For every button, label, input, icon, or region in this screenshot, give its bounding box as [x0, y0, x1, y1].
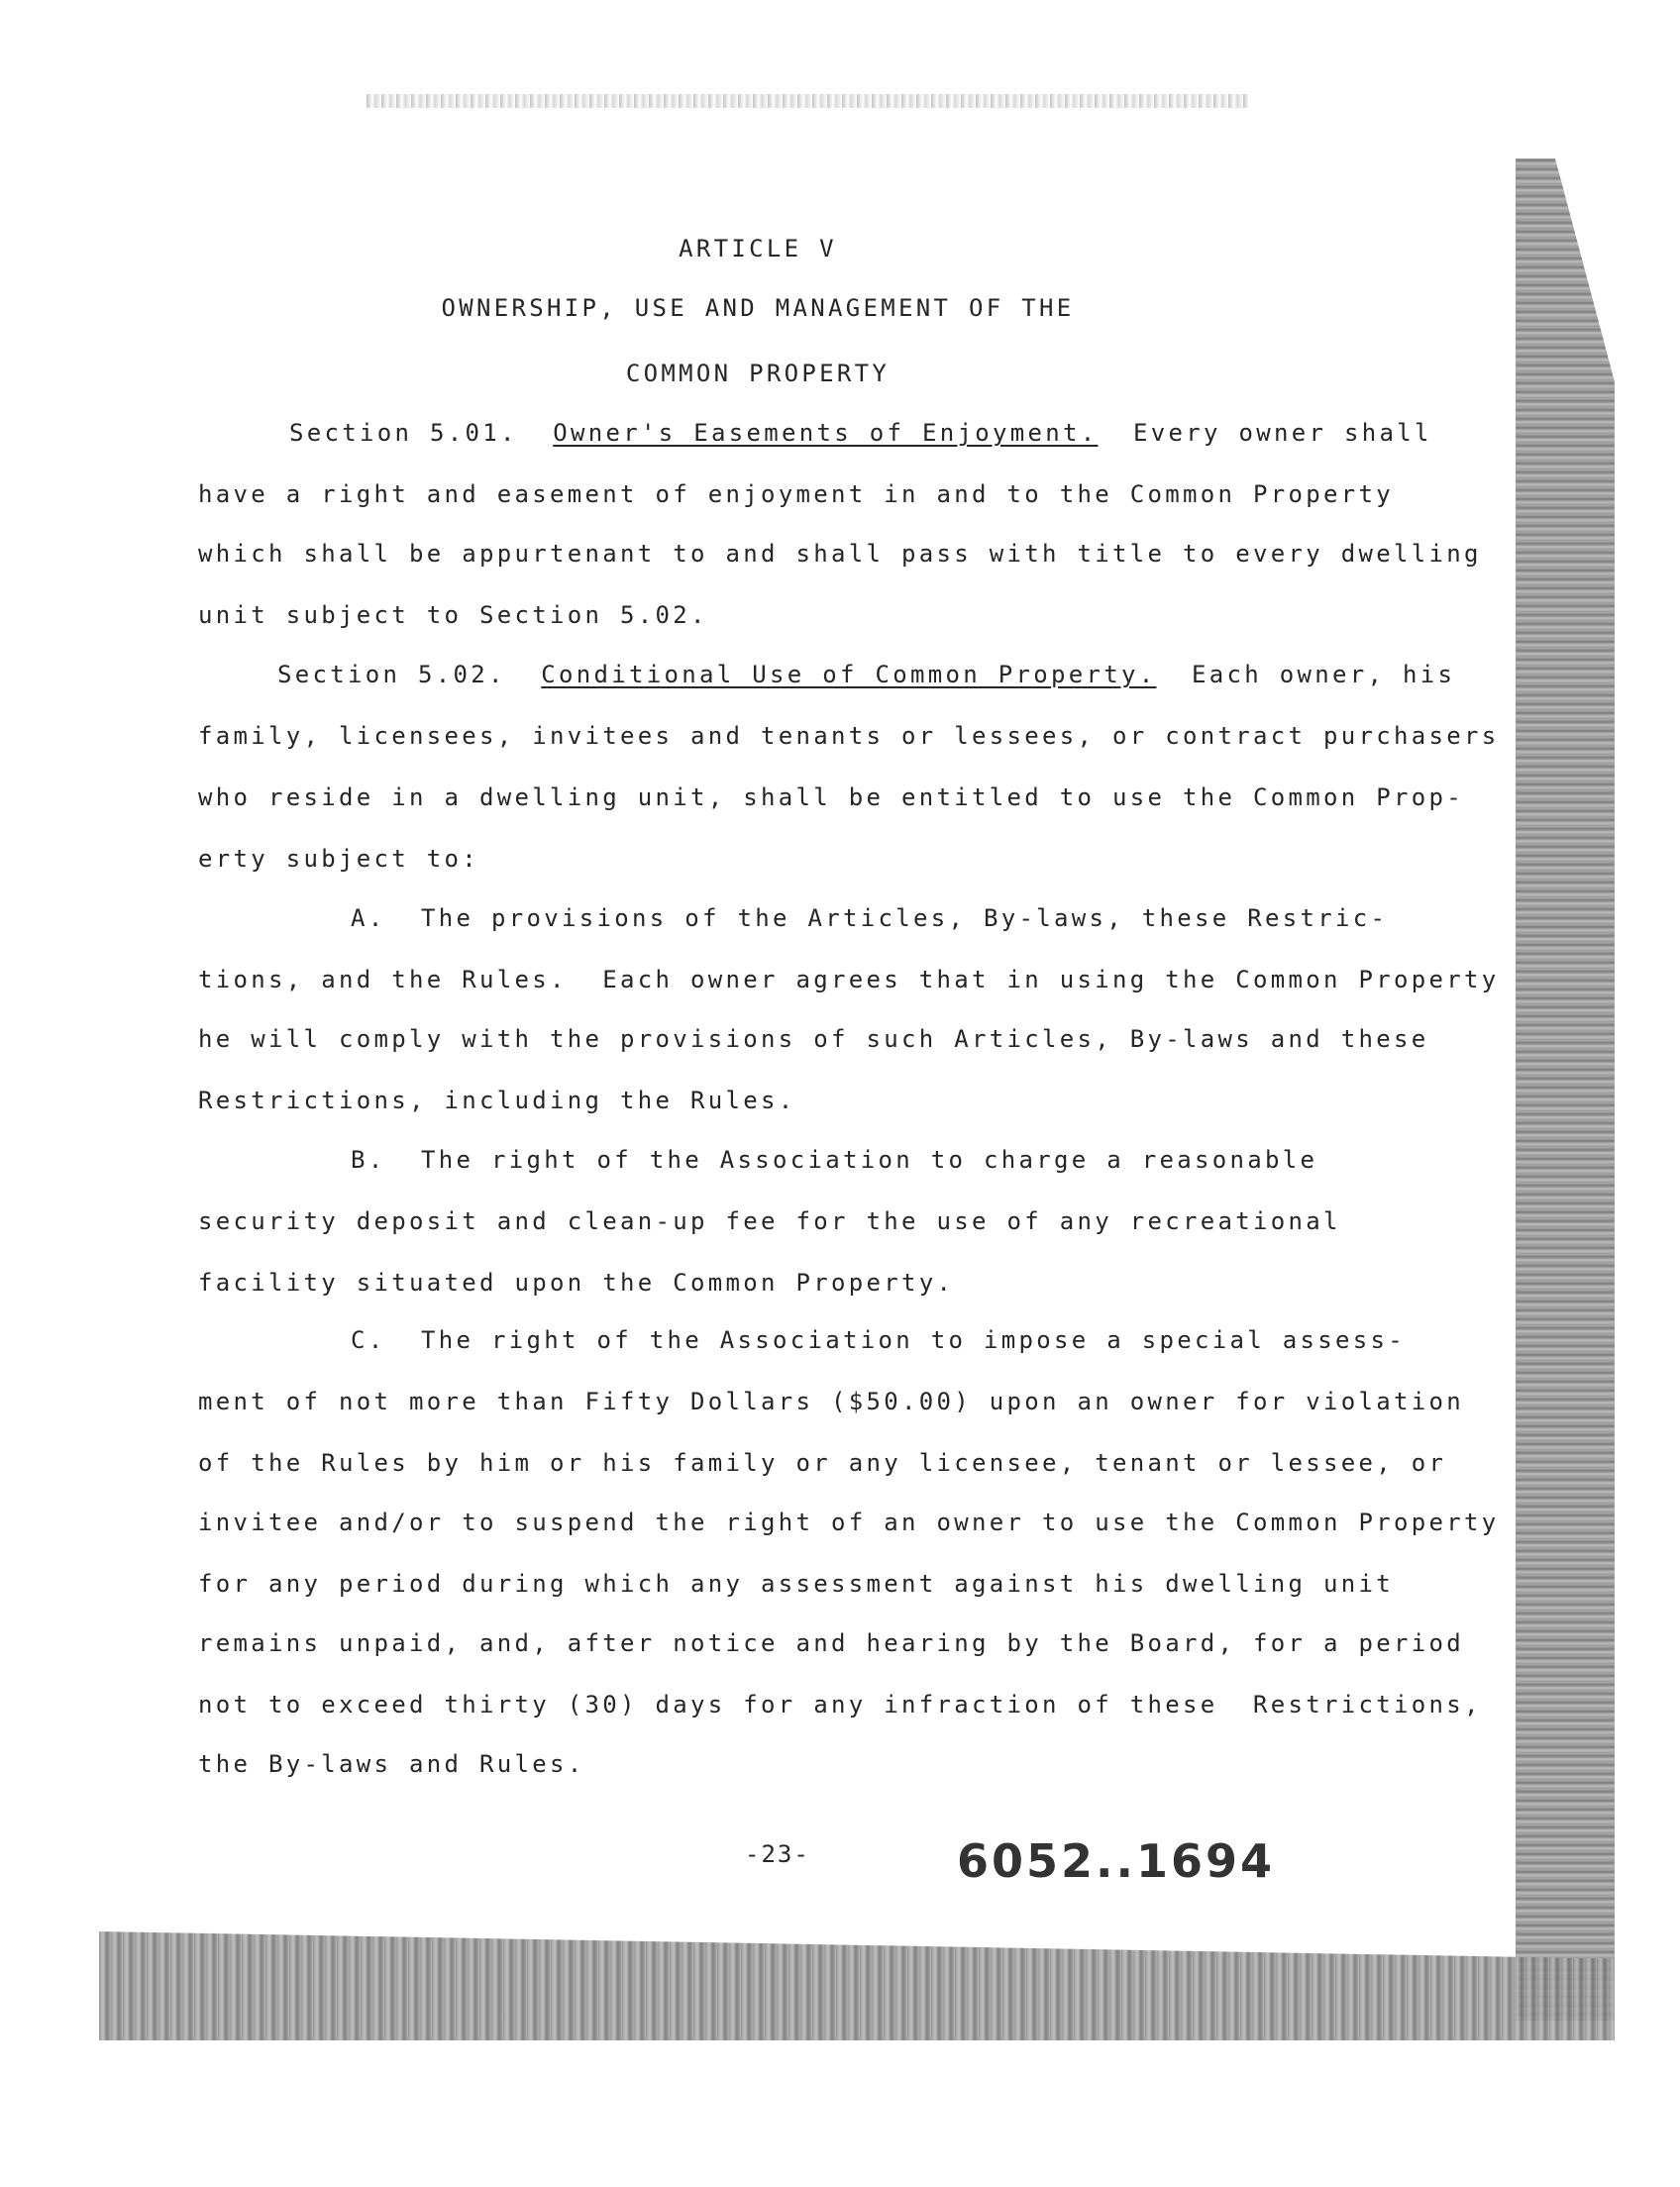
section-5-01-heading: Owner's Easements of Enjoyment.	[553, 419, 1099, 447]
item-c-line: not to exceed thirty (30) days for any infraction of these Restrictions,	[198, 1691, 1482, 1718]
item-a-line: Restrictions, including the Rules.	[198, 1087, 796, 1114]
article-title-line-1: OWNERSHIP, USE AND MANAGEMENT OF THE	[441, 294, 1075, 322]
item-c-line: the By-laws and Rules.	[198, 1750, 585, 1778]
item-c-line: of the Rules by him or his family or any licensee, tenant or lessee, or	[198, 1449, 1447, 1477]
item-b-line: facility situated upon the Common Property.	[198, 1269, 955, 1297]
item-c-line: invitee and/or to suspend the right of an owner to use the Common Property	[198, 1509, 1500, 1536]
page-number: -23-	[745, 1840, 810, 1868]
item-a-line: A. The provisions of the Articles, By-laws, these Restric-	[351, 904, 1389, 932]
item-b-line: security deposit and clean-up fee for the use of any recreational	[198, 1207, 1341, 1235]
section-5-01-line: which shall be appurtenant to and shall pass with title to every dwelling	[198, 540, 1482, 568]
item-c-line: ment of not more than Fifty Dollars ($50.00) upon an owner for violation	[198, 1388, 1464, 1415]
item-b-line: B. The right of the Association to charge a reasonable	[351, 1146, 1318, 1174]
section-5-01-lead: Every owner shall	[1132, 419, 1432, 447]
section-5-01-first-line	[289, 418, 1432, 448]
recording-stamp-number: 6052..1694	[957, 1834, 1276, 1888]
item-a-line: he will comply with the provisions of such Articles, By-laws and these	[198, 1025, 1429, 1053]
item-c-line: C. The right of the Association to impose a special assess-	[351, 1326, 1406, 1354]
section-5-01-label: Section 5.01.	[289, 419, 518, 447]
item-c-line: for any period during which any assessment against his dwelling unit	[198, 1570, 1394, 1598]
scan-shadow-bottom-edge	[99, 1931, 1615, 2040]
section-5-02-line: family, licensees, invitees and tenants or lessees, or contract purchasers	[198, 722, 1500, 750]
section-5-02-line: erty subject to:	[198, 845, 479, 873]
article-title-line-2: COMMON PROPERTY	[625, 360, 891, 387]
item-c-line: remains unpaid, and, after notice and hearing by the Board, for a period	[198, 1629, 1464, 1657]
section-5-02-label: Section 5.02.	[277, 661, 506, 688]
section-5-01-line: have a right and easement of enjoyment in and to the Common Property	[198, 480, 1394, 508]
section-5-02-line: who reside in a dwelling unit, shall be entitled to use the Common Prop-	[198, 783, 1464, 811]
scan-shadow-right-edge	[1516, 158, 1615, 2021]
section-5-02-lead: Each owner, his	[1191, 661, 1456, 688]
article-number: ARTICLE V	[679, 235, 837, 262]
item-a-line: tions, and the Rules. Each owner agrees that in using the Common Property	[198, 966, 1500, 993]
section-5-02-heading: Conditional Use of Common Property.	[541, 661, 1157, 688]
section-5-01-line: unit subject to Section 5.02.	[198, 601, 708, 629]
section-5-02-first-line	[277, 660, 1455, 689]
